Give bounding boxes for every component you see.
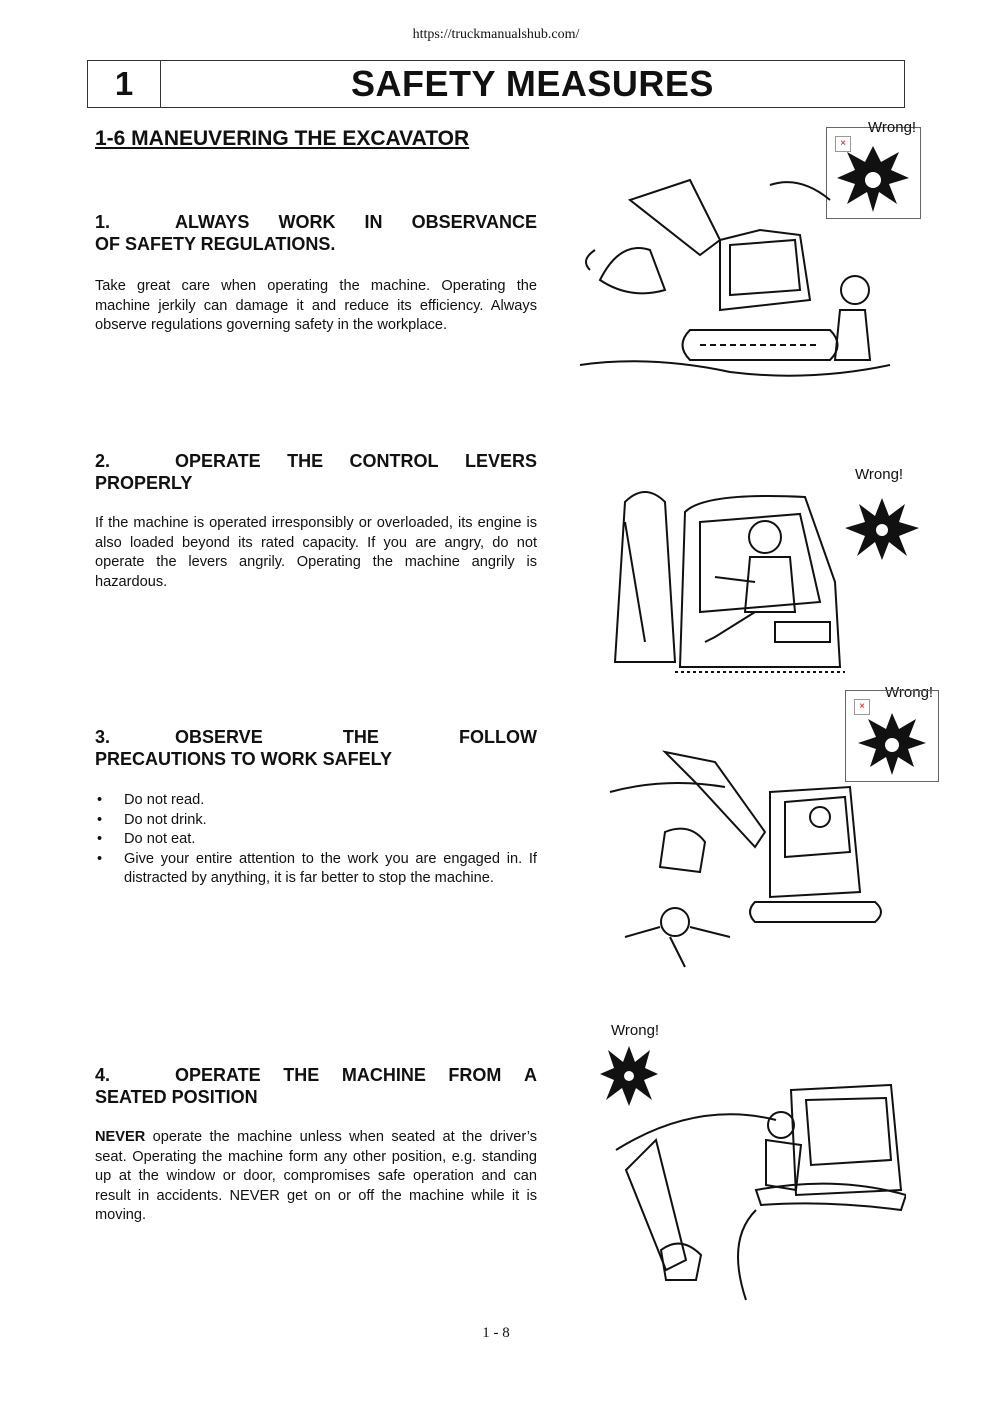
heading-line-1 xyxy=(175,726,537,748)
heading-word: A xyxy=(524,1065,537,1085)
chapter-header xyxy=(87,60,905,108)
heading-word: THE xyxy=(287,451,324,471)
section-1-heading: 1. ALWAYS WORK IN OBSERVANCE OF SAFETY REGULATIONS. xyxy=(95,212,537,254)
wrong-label: Wrong! xyxy=(868,119,917,136)
heading-word: IN xyxy=(364,212,383,232)
heading-word: OBSERVE xyxy=(175,727,263,747)
section-3-heading: 3. OBSERVE THE FOLLOW PRECAUTIONS TO WORK SAFELY xyxy=(95,727,537,769)
heading-word: OPERATE xyxy=(175,451,261,471)
heading-word: CONTROL xyxy=(349,451,439,471)
angry-operator-illustration xyxy=(605,482,855,682)
wrong-label: Wrong! xyxy=(611,1022,660,1039)
heading-word: THE xyxy=(283,1065,320,1085)
heading-line-1 xyxy=(175,450,537,472)
heading-word: FOLLOW xyxy=(459,727,537,747)
heading-word: LEVERS xyxy=(464,451,537,471)
heading-line-1 xyxy=(175,1064,537,1086)
heading-word: ALWAYS xyxy=(175,212,250,232)
heading-word: FROM xyxy=(448,1065,502,1085)
source-url[interactable]: https://truckmanualshub.com/ xyxy=(412,27,580,42)
section-subtitle: 1-6 MANEUVERING THE EXCAVATOR xyxy=(95,127,470,150)
list-item: • Do not drink. xyxy=(95,811,537,831)
broken-image-icon: × xyxy=(835,136,851,152)
heading-word: MACHINE xyxy=(341,1065,426,1085)
heading-word: OPERATE xyxy=(175,1065,261,1085)
section-4-heading: 4. OPERATE THE MACHINE FROM A SEATED POSITION xyxy=(95,1065,537,1107)
never-emphasis: NEVER xyxy=(95,1129,146,1145)
heading-word: THE xyxy=(342,727,379,747)
section-3-bullets xyxy=(95,791,537,889)
section-2-body: If the machine is operated irresponsibly or overloaded, its engine is also loaded beyond its rated capacity. If you are angry, do not operate the levers angrily. Operating the machine angrily is hazardous. xyxy=(95,515,537,590)
wrong-label: Wrong! xyxy=(855,466,904,483)
heading-word: WORK xyxy=(278,212,336,232)
section-1-body: Take great care when operating the machine. Operating the machine jerkily can damage it and reduce its efficiency. Always observe regulations governing safety in the workplace. xyxy=(95,278,537,333)
list-item: • Give your entire attention to the work you are engaged in. If distracted by anything, it is far better to stop the machine. xyxy=(95,850,537,889)
section-4-body: NEVER operate the machine unless when seated at the driver’s seat. Operating the machine form any other position, e.g. standing up at the window or door, compromises safe operation and can result in accidents. NEVER get on or off the machine while it is moving. xyxy=(95,1129,537,1223)
broken-image-icon: × xyxy=(854,699,870,715)
list-item: • Do not read. xyxy=(95,791,537,811)
standing-operator-illustration xyxy=(606,1080,906,1310)
heading-line-1 xyxy=(175,211,537,233)
page-number: 1 - 8 xyxy=(482,1325,510,1341)
excavator-swinging-illustration xyxy=(570,160,900,390)
wrong-label: Wrong! xyxy=(885,684,934,701)
chapter-title: SAFETY MEASURES xyxy=(351,63,714,104)
list-item: • Do not eat. xyxy=(95,830,537,850)
heading-word: OBSERVANCE xyxy=(411,212,537,232)
chapter-number: 1 xyxy=(88,61,161,107)
section-2-heading: 2. OPERATE THE CONTROL LEVERS PROPERLY xyxy=(95,451,537,493)
distracted-operator-illustration xyxy=(605,722,890,972)
